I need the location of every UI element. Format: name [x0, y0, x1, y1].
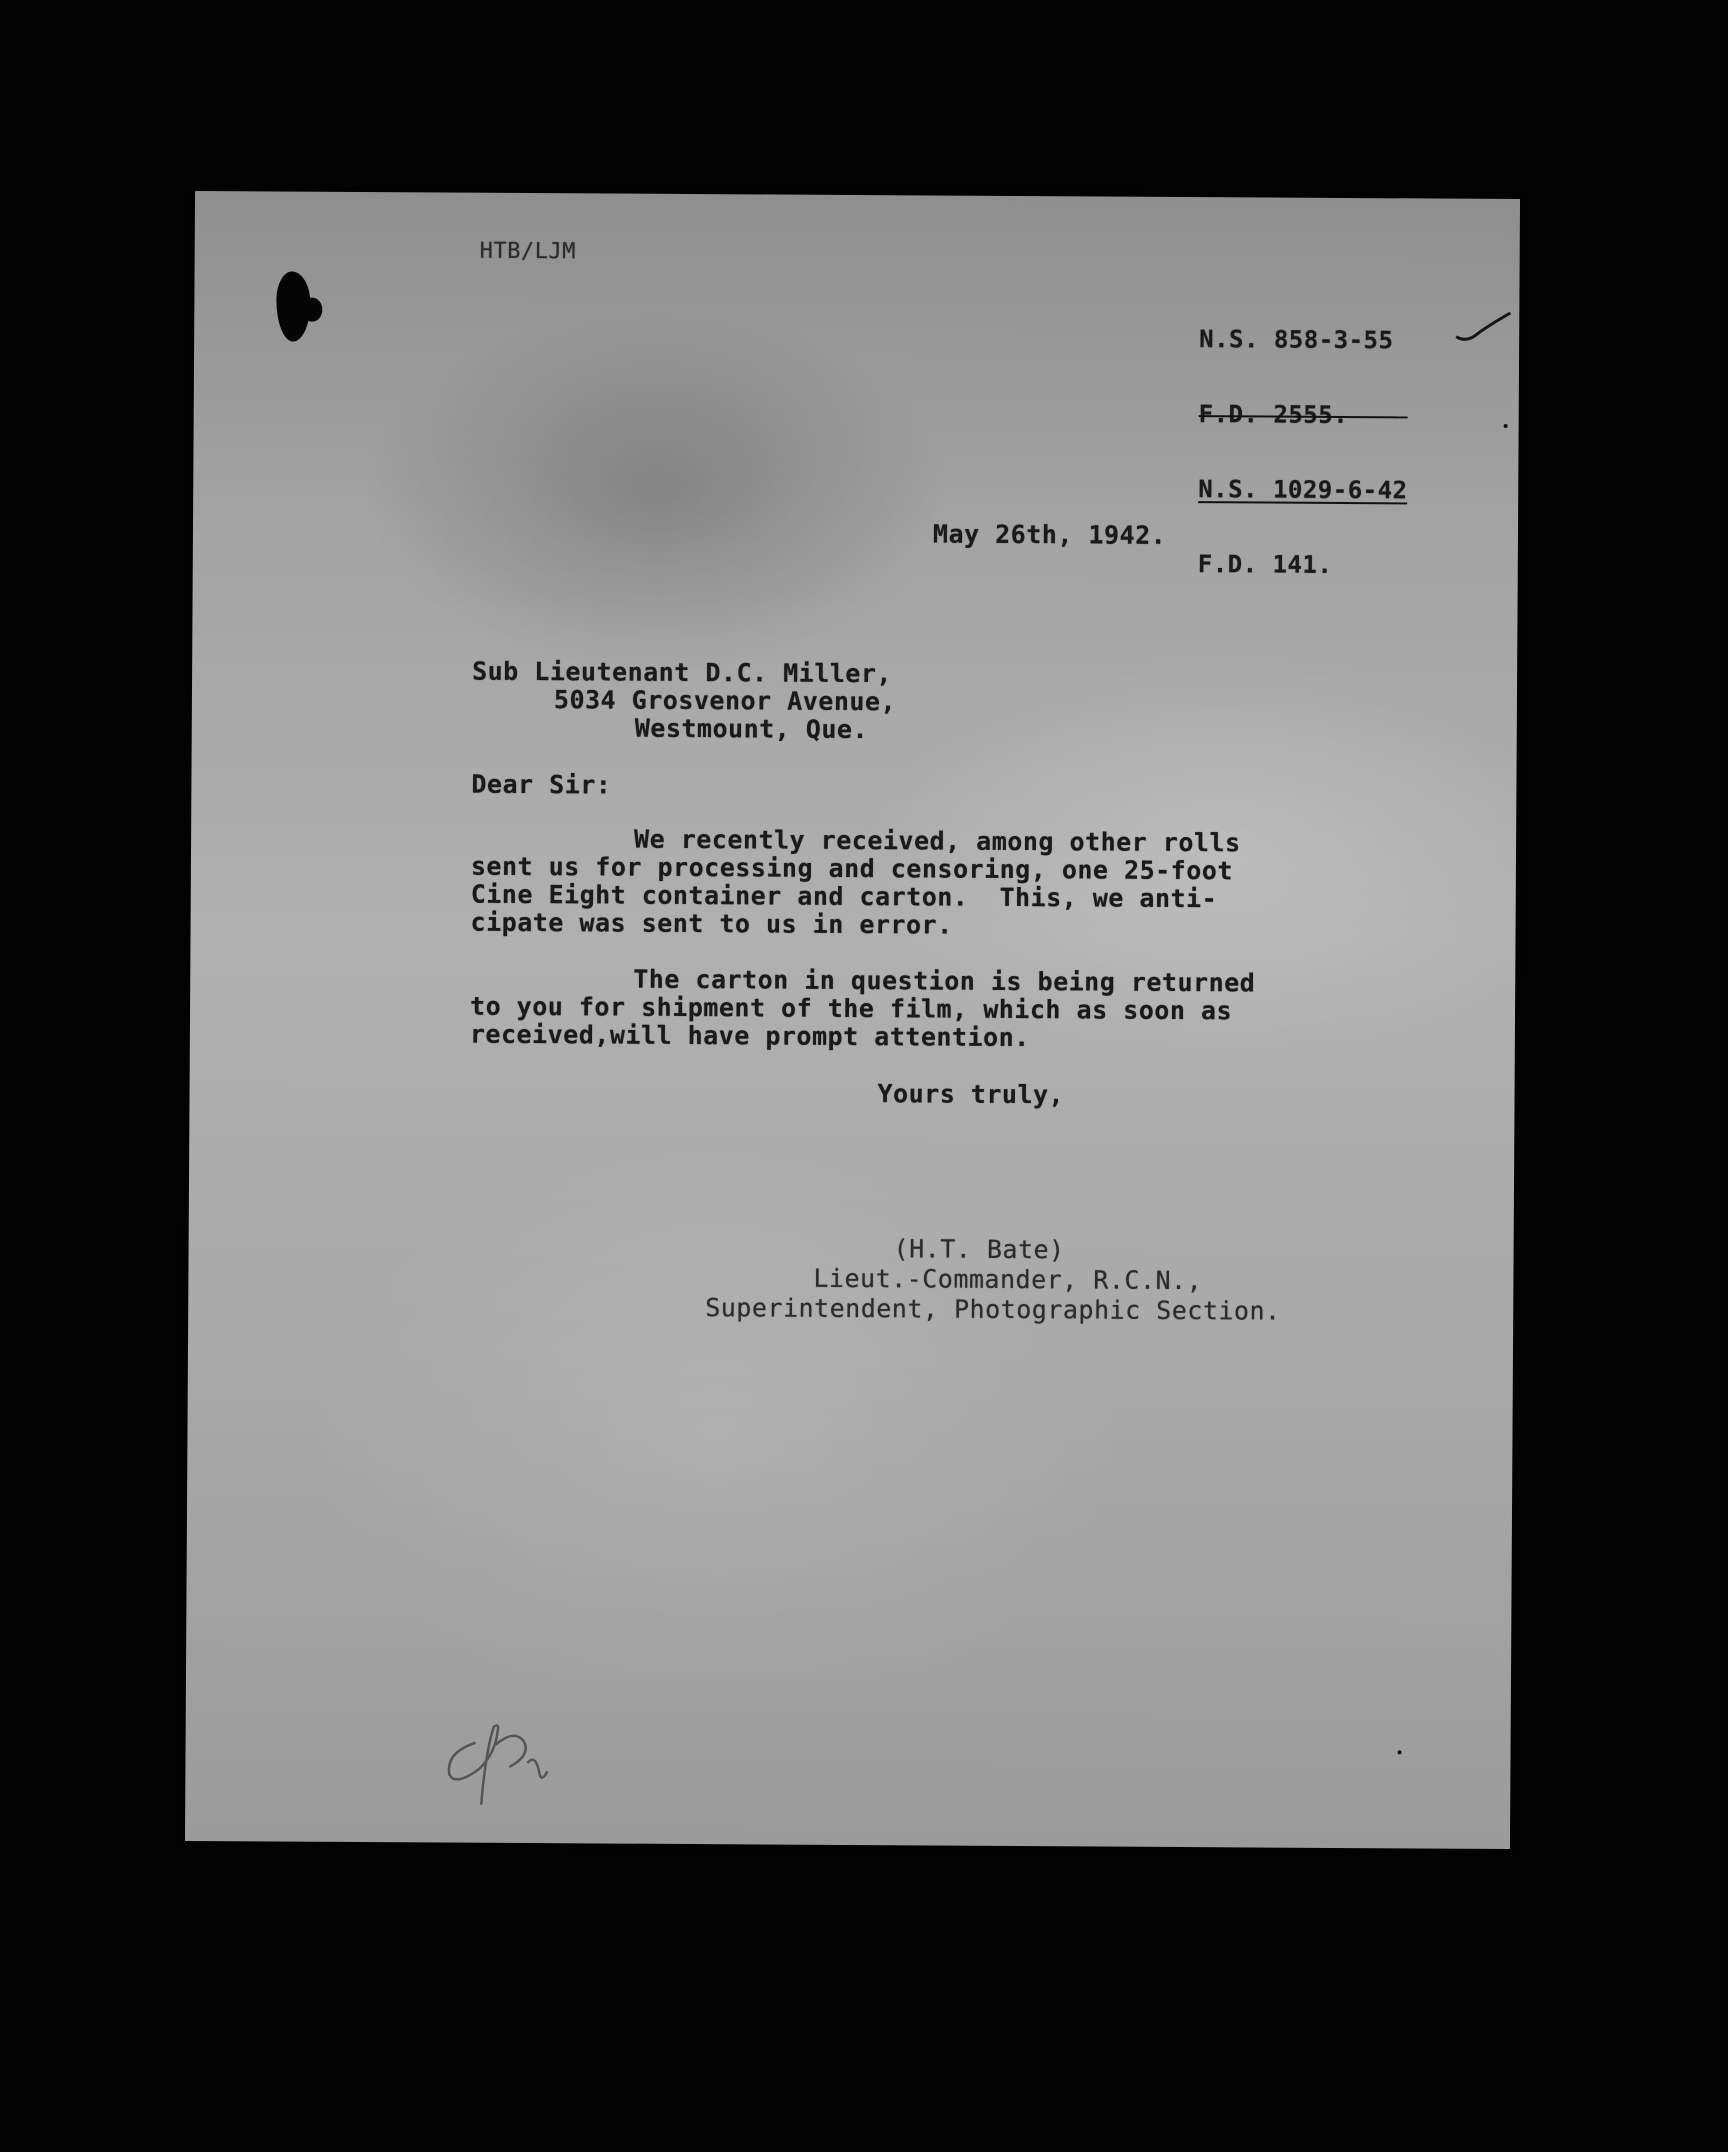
scan-speck — [1504, 424, 1508, 428]
signer-name: (H.T. Bate) — [893, 1234, 1065, 1265]
check-mark-icon — [1454, 309, 1514, 349]
salutation: Dear Sir: — [471, 769, 612, 800]
recipient-name: Sub Lieutenant D.C. Miller, — [472, 656, 893, 689]
file-ref-struck: F.D. 2555. — [1199, 402, 1408, 428]
ink-blot — [276, 271, 310, 341]
closing: Yours truly, — [877, 1079, 1065, 1110]
file-references — [1197, 277, 1408, 628]
letter-date: May 26th, 1942. — [932, 519, 1167, 550]
signer-title: Superintendent, Photographic Section. — [705, 1293, 1281, 1326]
typist-initials: HTB/LJM — [479, 238, 576, 265]
file-ref: N.S. 858-3-55 — [1199, 325, 1394, 355]
handwritten-initials-icon — [435, 1682, 596, 1813]
letter-page — [185, 191, 1520, 1849]
paragraph-2-line-1: The carton in question is being returned — [633, 964, 1256, 998]
signer-rank: Lieut.-Commander, R.C.N., — [813, 1263, 1203, 1296]
paragraph-1-line-2: sent us for processing and censoring, one 25-foot — [470, 851, 1234, 886]
recipient-street: 5034 Grosvenor Avenue, — [553, 685, 897, 717]
file-ref: F.D. 141. — [1197, 550, 1333, 579]
paragraph-2-line-3: received,will have prompt attention. — [469, 1019, 1030, 1053]
scan-speck — [1398, 1750, 1402, 1754]
paragraph-1-line-4: cipate was sent to us in error. — [470, 907, 953, 940]
recipient-city: Westmount, Que. — [634, 713, 869, 745]
paragraph-1-line-1: We recently received, among other rolls — [634, 824, 1241, 858]
paragraph-2-line-2: to you for shipment of the film, which as soon as — [469, 991, 1233, 1026]
paragraph-1-line-3: Cine Eight container and carton. This, we anti- — [470, 879, 1218, 914]
file-ref-underlined: N.S. 1029-6-42 — [1198, 475, 1408, 505]
